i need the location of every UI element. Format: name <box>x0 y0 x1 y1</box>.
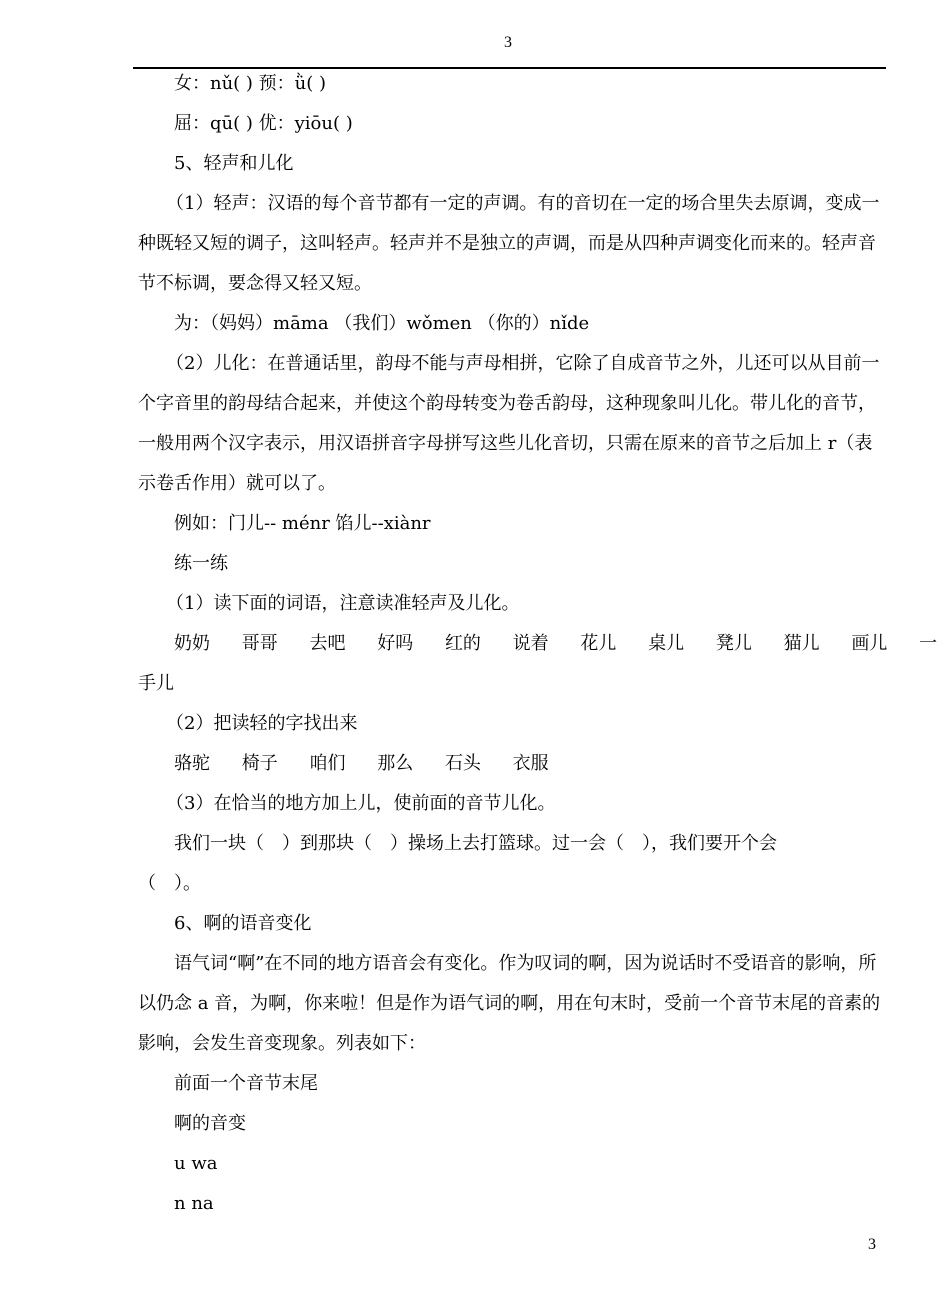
fill-in-sentence-tail: （ ）。 <box>138 873 201 894</box>
word-item: 说着 <box>512 633 549 654</box>
word-item: 画儿 <box>851 633 888 654</box>
practice-instruction-3: （3）在恰当的地方加上儿，使前面的音节儿化。 <box>166 793 556 814</box>
practice-word-list-1-tail: 手儿 <box>138 673 174 694</box>
paragraph-a-sound-change: 语气词“啊”在不同的地方语音会有变化。作为叹词的啊，因为说话时不受语音的影响，所以仍念 a 音，为啊，你来啦！但是作为语气词的啊，用在句末时，受前一个音节末尾的音素的影响，会发生音变现象。列表如下： <box>138 953 881 1054</box>
word-item: 好吗 <box>377 633 414 654</box>
paragraph-erhua: （2）儿化：在普通话里，韵母不能与声母相拼，它除了自成音节之外，儿还可以从目前一个字音里的韵母结合起来，并使这个韵母转变为卷舌韵母，这种现象叫儿化。带儿化的音节，一般用两个汉字表示，用汉语拼音字母拼写这些儿化音切，只需在原来的音节之后加上 r（表示卷舌作用）就可以了。 <box>138 353 880 494</box>
word-item: 衣服 <box>512 753 549 774</box>
practice-instruction-1: （1）读下面的词语，注意读准轻声及儿化。 <box>166 593 520 614</box>
header-page-number: 3 <box>504 34 512 51</box>
word-item: 奶奶 <box>174 633 210 654</box>
practice-instruction-2: （2）把读轻的字找出来 <box>166 713 358 734</box>
practice-word-list-1 <box>138 624 938 664</box>
footer-page-number: 3 <box>868 1236 876 1253</box>
word-item: 一 <box>919 633 938 654</box>
word-item: 椅子 <box>241 753 278 774</box>
table-row-u: u wa <box>174 1153 218 1174</box>
erhua-examples: 例如：门儿-- ménr 馅儿--xiànr <box>174 513 431 534</box>
table-header-a-variant: 啊的音变 <box>174 1113 246 1134</box>
word-item: 那么 <box>377 753 414 774</box>
word-item: 红的 <box>444 633 481 654</box>
paragraph-light-tone: （1）轻声：汉语的每个音节都有一定的声调。有的音切在一定的场合里失去原调，变成一种既轻又短的调子，这叫轻声。轻声并不是独立的声调，而是从四种声调变化而来的。轻声音节不标调，要念得又轻又短。 <box>138 193 880 294</box>
word-item: 凳儿 <box>715 633 752 654</box>
word-item: 哥哥 <box>241 633 278 654</box>
word-item: 骆驼 <box>174 753 210 774</box>
word-item: 咱们 <box>309 753 346 774</box>
pinyin-exercise-line-1: 女：nǔ( ) 预：ǜ( ) <box>174 73 327 94</box>
fill-in-sentence: 我们一块（ ）到那块（ ）操场上去打篮球。过一会（ ），我们要开个会 <box>174 833 777 854</box>
word-item: 石头 <box>444 753 481 774</box>
section-heading-6: 6、啊的语音变化 <box>174 913 312 934</box>
section-heading-5: 5、轻声和儿化 <box>174 153 294 174</box>
table-header-previous-ending: 前面一个音节末尾 <box>174 1073 318 1094</box>
word-item: 去吧 <box>309 633 346 654</box>
word-item: 猫儿 <box>783 633 820 654</box>
word-item: 花儿 <box>580 633 617 654</box>
practice-heading: 练一练 <box>174 553 228 574</box>
word-item: 桌儿 <box>648 633 685 654</box>
table-row-n: n na <box>174 1193 214 1214</box>
document-body <box>138 64 938 1224</box>
pinyin-exercise-line-2: 屈：qū( ) 优：yiōu( ) <box>174 113 353 134</box>
practice-word-list-2 <box>138 744 888 784</box>
light-tone-examples: 为：（妈妈）māma （我们）wǒmen （你的）nǐde <box>174 313 590 334</box>
